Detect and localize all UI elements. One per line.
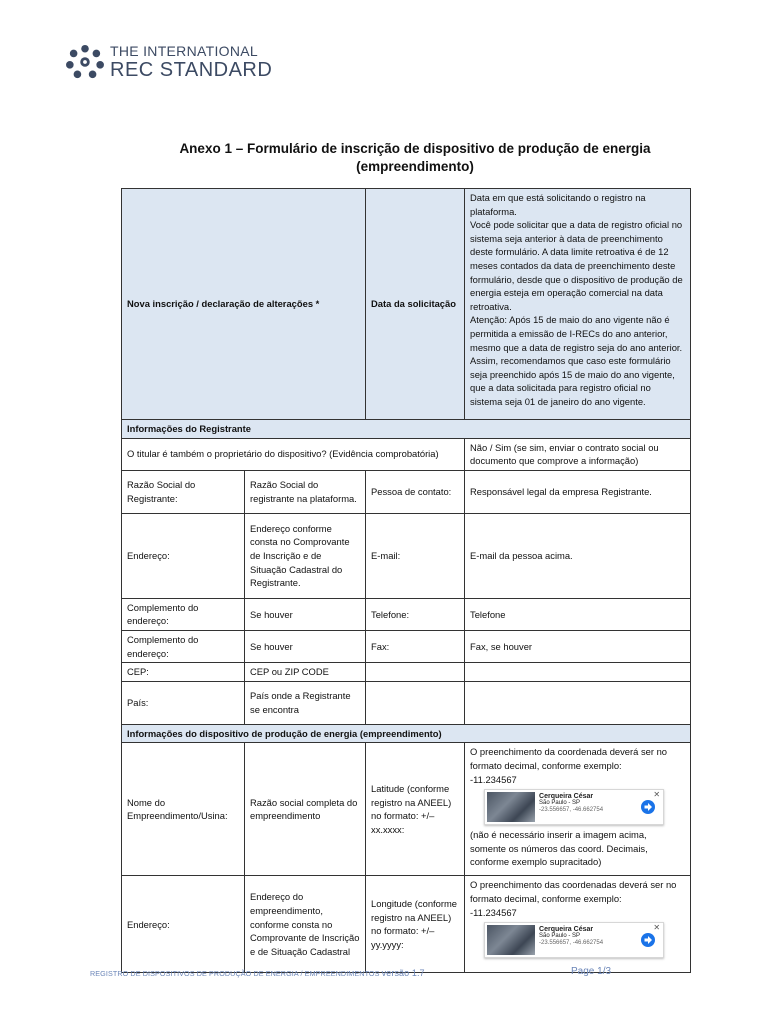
empty-cell <box>366 681 465 724</box>
footer-version: versão 1.7 <box>381 968 425 978</box>
map-card <box>484 789 664 825</box>
plant-address-label: Endereço: <box>122 876 245 973</box>
footer-title: REGISTRO DE DISPOSITIVOS DE PRODUÇÃO DE ENERGIA / EMPREENDIMENTOS <box>90 969 380 978</box>
map-place-coords: -23.556657, -46.662754 <box>539 940 604 947</box>
registrant-name-label: Razão Social do Registrante: <box>122 470 245 513</box>
address-complement-value-2: Se houver <box>245 630 366 662</box>
fax-value: Fax, se houver <box>465 630 691 662</box>
device-section-title: Informações do dispositivo de produção de energia (empreendimento) <box>122 724 691 743</box>
email-label: E-mail: <box>366 513 465 598</box>
close-icon: ✕ <box>653 790 661 800</box>
table-row <box>122 598 691 630</box>
request-date-description <box>465 189 691 420</box>
map-place-city: São Paulo - SP <box>539 933 581 940</box>
registrant-address-value: Endereço conforme consta no Comprovante de Inscrição e de Situação Cadastral do Registrante. <box>245 513 366 598</box>
owner-answer: Não / Sim (se sim, enviar o contrato social ou documento que comprove a informação) <box>465 438 691 470</box>
plant-name-value: Razão social completa do empreendimento <box>245 743 366 876</box>
zip-label: CEP: <box>122 663 245 682</box>
latitude-note: (não é necessário inserir a imagem acima, somente os números das coord. Decimais, conforme exemplo supracitado) <box>470 829 648 868</box>
owner-question: O titular é também o proprietário do dispositivo? (Evidência comprobatória) <box>122 438 465 470</box>
directions-icon <box>641 800 655 814</box>
longitude-value <box>465 876 691 973</box>
close-icon: ✕ <box>653 923 661 933</box>
new-registration-label: Nova inscrição / declaração de alterações * <box>122 189 366 420</box>
date-desc-p1: Data em que está solicitando o registro na plataforma. <box>470 192 646 217</box>
registration-form-table <box>121 188 691 973</box>
zip-value: CEP ou ZIP CODE <box>245 663 366 682</box>
empty-cell <box>366 663 465 682</box>
table-row <box>122 663 691 682</box>
country-value: País onde a Registrante se encontra <box>245 681 366 724</box>
latitude-example: -11.234567 <box>470 773 517 785</box>
address-complement-label-2: Complemento do endereço: <box>122 630 245 662</box>
latitude-label: Latitude (conforme registro na ANEEL) no formato: +/– xx.xxxx: <box>366 743 465 876</box>
map-thumbnail <box>487 925 535 955</box>
empty-cell <box>465 663 691 682</box>
table-row <box>122 681 691 724</box>
map-place-name: Cerqueira César <box>539 793 594 801</box>
table-row <box>122 513 691 598</box>
directions-icon <box>641 933 655 947</box>
longitude-example: -11.234567 <box>470 906 517 918</box>
logo-line1: THE INTERNATIONAL <box>110 43 258 59</box>
date-desc-p3: Atenção: Após 15 de maio do ano vigente não é permitida a emissão de I-RECs do ano anterior, mesmo que a data de registro seja do ano anterior. Assim, recomendamos que caso este formulário seja preenchido após 15 de maio do ano vigente, que a data solicitada para registro oficial no sistema seja 01 de janeiro do ano vigente. <box>470 314 683 407</box>
logo-line2: REC STANDARD <box>110 59 273 81</box>
registrant-address-label: Endereço: <box>122 513 245 598</box>
map-place-coords: -23.556657, -46.662754 <box>539 807 604 814</box>
latitude-value <box>465 743 691 876</box>
request-date-label: Data da solicitação <box>366 189 465 420</box>
title-line1: Anexo 1 – Formulário de inscrição de dispositivo de produção de energia <box>179 141 651 156</box>
phone-label: Telefone: <box>366 598 465 630</box>
fax-label: Fax: <box>366 630 465 662</box>
document-title <box>120 140 710 176</box>
email-value: E-mail da pessoa acima. <box>465 513 691 598</box>
rec-logo-icon <box>66 44 104 80</box>
longitude-instruction: O preenchimento das coordenadas deverá ser no formato decimal, conforme exemplo: <box>470 879 677 904</box>
page-number: Page 1/3 <box>571 966 612 977</box>
table-row <box>122 470 691 513</box>
plant-address-value: Endereço do empreendimento, conforme consta no Comprovante de Inscrição e de Situação Cadastral <box>245 876 366 973</box>
registrant-name-value: Razão Social do registrante na plataforma. <box>245 470 366 513</box>
footer-document-name <box>90 968 425 978</box>
phone-value: Telefone <box>465 598 691 630</box>
date-desc-p2: Você pode solicitar que a data de registro oficial no sistema seja anterior à data de preenchimento deste formulário. A data limite retroativa é de 12 meses contados da data de preenchimento deste formulário, desde que o dispositivo de produção de energia esteja em operação comercial na data retroativa. <box>470 219 683 312</box>
contact-person-value: Responsável legal da empresa Registrante. <box>465 470 691 513</box>
title-line2: (empreendimento) <box>356 159 474 174</box>
plant-name-label: Nome do Empreendimento/Usina: <box>122 743 245 876</box>
table-row <box>122 630 691 662</box>
map-card <box>484 922 664 958</box>
latitude-instruction: O preenchimento da coordenada deverá ser no formato decimal, conforme exemplo: <box>470 746 668 771</box>
empty-cell <box>465 681 691 724</box>
map-place-name: Cerqueira César <box>539 926 594 934</box>
contact-person-label: Pessoa de contato: <box>366 470 465 513</box>
irec-logo <box>66 44 272 80</box>
map-place-city: São Paulo - SP <box>539 800 581 807</box>
address-complement-label: Complemento do endereço: <box>122 598 245 630</box>
map-thumbnail <box>487 792 535 822</box>
country-label: País: <box>122 681 245 724</box>
table-row <box>122 876 691 973</box>
table-row <box>122 743 691 876</box>
longitude-label: Longitude (conforme registro na ANEEL) no formato: +/– yy.yyyy: <box>366 876 465 973</box>
registrant-section-title: Informações do Registrante <box>122 420 691 439</box>
address-complement-value: Se houver <box>245 598 366 630</box>
